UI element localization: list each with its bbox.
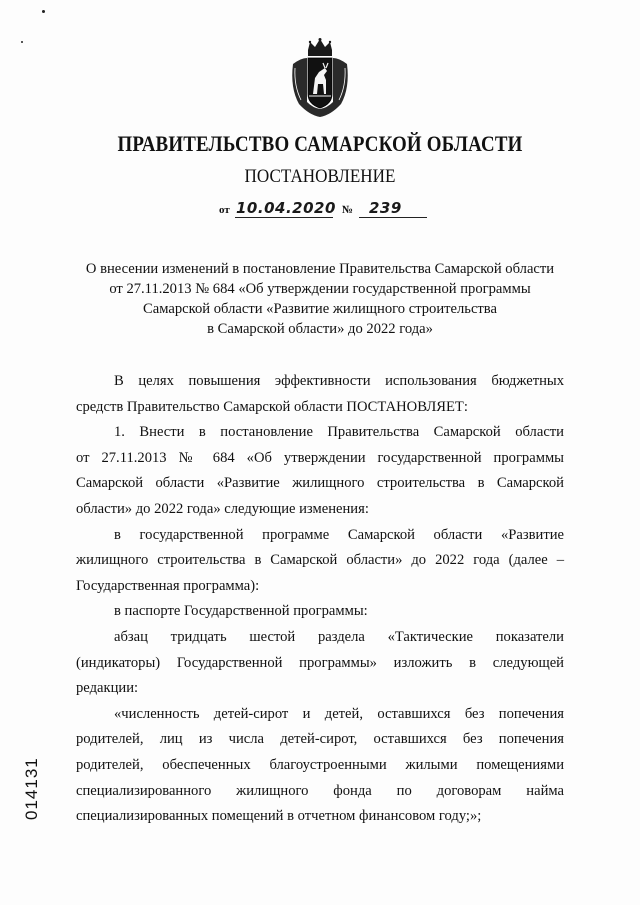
paragraph [76, 369, 564, 420]
date-prefix: от [219, 204, 230, 216]
body-line: (индикаторы) Государственной программы» изложить в следующей [76, 654, 564, 671]
body-line: родителей, лиц из числа детей-сирот, оставшихся без попечения [76, 731, 564, 748]
scan-speck [42, 10, 45, 13]
body-line: 1. Внести в постановление Правительства Самарской области [114, 424, 564, 441]
coat-of-arms-emblem [289, 38, 351, 118]
date-underline [235, 217, 333, 218]
body-line: жилищного строительства в Самарской области» до 2022 года (далее – [76, 552, 564, 569]
paragraph [76, 625, 564, 702]
subject-line: от 27.11.2013 № 684 «Об утверждении государственной программы [109, 281, 531, 297]
body-line: специализированных помещений в отчетном финансовом году;»; [76, 808, 482, 825]
paragraph [76, 523, 564, 600]
body-line: в государственной программе Самарской области «Развитие [114, 526, 564, 543]
body-line: в паспорте Государственной программы: [114, 603, 368, 620]
body-line: области» до 2022 года» следующие изменения: [76, 500, 369, 517]
scan-speck [21, 41, 23, 43]
registration-number: 014131 [22, 757, 41, 820]
date-number-line [219, 196, 429, 220]
number-prefix: № [342, 204, 354, 216]
body-line: родителей, обеспеченных благоустроенными жилыми помещениями [76, 756, 564, 773]
government-title: ПРАВИТЕЛЬСТВО САМАРСКОЙ ОБЛАСТИ [117, 131, 523, 156]
subject-line: в Самарской области» до 2022 года» [207, 321, 433, 337]
document-subject [60, 259, 580, 339]
subject-line: О внесении изменений в постановление Правительства Самарской области [85, 261, 555, 277]
body-line: специализированного жилищного фонда по договорам найма [76, 782, 564, 799]
paragraph [76, 599, 564, 625]
body-line: В целях повышения эффективности использования бюджетных [114, 373, 564, 389]
paragraph [76, 420, 564, 522]
body-line: «численность детей-сирот и детей, оставшихся без попечения [114, 705, 564, 722]
date-value: 10.04.2020 [236, 199, 336, 217]
number-underline [359, 217, 427, 218]
subject-line: Самарской области «Развитие жилищного строительства [143, 301, 497, 317]
document-body [76, 369, 564, 830]
body-line: Государственная программа): [76, 577, 260, 594]
body-line: Самарской области «Развитие жилищного строительства в Самарской [76, 475, 564, 492]
body-line: абзац тридцать шестой раздела «Тактические показатели [114, 628, 564, 645]
paragraph [76, 702, 564, 830]
document-type: ПОСТАНОВЛЕНИЕ [244, 166, 396, 187]
number-value: 239 [369, 199, 402, 217]
body-line: средств Правительство Самарской области ПОСТАНОВЛЯЕТ: [76, 398, 468, 415]
body-line: редакции: [76, 680, 139, 697]
body-line: от 27.11.2013 № 684 «Об утверждении государственной программы [76, 449, 564, 466]
